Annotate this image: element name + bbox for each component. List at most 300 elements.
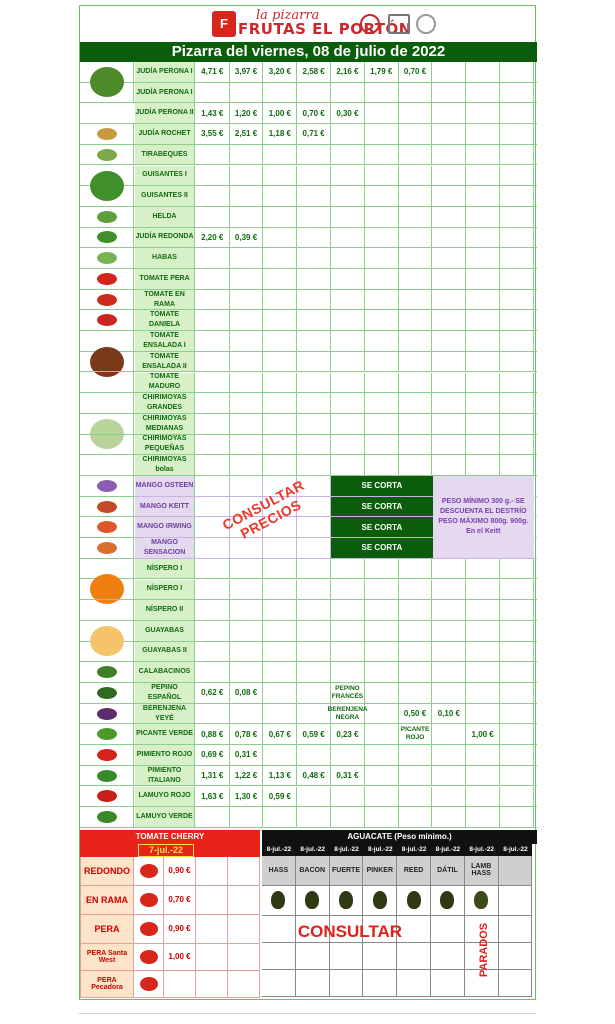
cherry-date: 7-jul.-22 <box>138 844 194 857</box>
price-cell <box>466 683 500 703</box>
price-cell: 0,70 € <box>399 62 433 82</box>
price-cell <box>297 373 331 393</box>
price-cell: PICANTE ROJO <box>399 724 433 744</box>
price-cell <box>433 248 467 268</box>
product-name: JUDÍA PERONA II <box>135 103 195 123</box>
price-cell <box>500 766 534 786</box>
table-row <box>80 600 537 621</box>
price-cell <box>365 290 399 310</box>
price-cell: 0,62 € <box>196 683 230 703</box>
price-cell <box>196 476 230 496</box>
price-cell <box>433 207 467 227</box>
price-cell <box>365 352 399 372</box>
price-cell <box>500 600 534 620</box>
price-cell <box>196 166 230 186</box>
product-name: NÍSPERO II <box>135 600 195 620</box>
price-cell <box>500 62 534 82</box>
price-cell <box>500 724 534 744</box>
price-cell <box>264 414 298 434</box>
aguacate-empty <box>499 943 533 970</box>
price-cell: 0,69 € <box>196 745 230 765</box>
price-cell <box>297 166 331 186</box>
price-cell <box>331 414 365 434</box>
price-cell <box>399 455 433 475</box>
price-cell <box>297 331 331 351</box>
table-row <box>80 393 537 414</box>
cherry-empty <box>228 971 260 998</box>
price-cell <box>331 310 365 330</box>
price-cell <box>196 662 230 682</box>
price-cell <box>466 269 500 289</box>
logo-text: FRUTAS EL PORTÓN <box>238 20 412 38</box>
se-corta-label: SE CORTA <box>331 476 432 496</box>
product-photo-icon <box>80 807 134 828</box>
product-photo-icon <box>80 517 134 538</box>
price-cell <box>297 352 331 372</box>
avocado-icon <box>296 886 330 916</box>
price-cell <box>500 807 534 827</box>
price-cell <box>297 207 331 227</box>
price-cell <box>264 145 298 165</box>
product-name: CHIRIMOYAS bolas <box>135 455 195 475</box>
table-row <box>80 83 537 104</box>
price-cell <box>466 455 500 475</box>
price-cell <box>433 269 467 289</box>
price-cell: 2,58 € <box>297 62 331 82</box>
price-cell <box>500 331 534 351</box>
price-cell <box>399 642 433 662</box>
price-cell <box>297 248 331 268</box>
price-cell <box>433 331 467 351</box>
price-cell <box>399 393 433 413</box>
price-cell <box>264 290 298 310</box>
price-cell <box>500 228 534 248</box>
price-cell: 1,18 € <box>264 124 298 144</box>
price-cell: 0,10 € <box>433 704 467 724</box>
price-cell <box>433 683 467 703</box>
price-cell <box>466 414 500 434</box>
product-photo-icon <box>80 228 134 249</box>
price-cell <box>331 642 365 662</box>
price-cell <box>297 414 331 434</box>
product-photo-icon <box>80 476 134 497</box>
price-cell <box>433 145 467 165</box>
price-cell <box>264 269 298 289</box>
price-cell <box>500 621 534 641</box>
cherry-empty <box>196 971 228 998</box>
table-row <box>80 745 537 766</box>
price-cell: 1,31 € <box>196 766 230 786</box>
price-cell <box>399 766 433 786</box>
aguacate-empty <box>431 916 465 943</box>
price-cell <box>196 455 230 475</box>
price-cell <box>230 166 264 186</box>
price-cell <box>331 600 365 620</box>
price-cell <box>297 580 331 600</box>
price-cell <box>500 559 534 579</box>
table-row <box>80 228 537 249</box>
product-name: JUDÍA PERONA I <box>135 83 195 103</box>
price-cell <box>399 290 433 310</box>
table-row <box>80 103 537 124</box>
cherry-header-fill <box>80 844 138 857</box>
product-name: TOMATE DANIELA <box>135 310 195 330</box>
price-cell <box>331 807 365 827</box>
price-cell: 0,48 € <box>297 766 331 786</box>
price-cell <box>399 745 433 765</box>
price-cell <box>365 393 399 413</box>
price-cell: 0,31 € <box>331 766 365 786</box>
price-cell <box>399 310 433 330</box>
price-cell <box>196 373 230 393</box>
price-cell <box>264 435 298 455</box>
price-cell <box>264 373 298 393</box>
price-cell <box>230 580 264 600</box>
price-cell: 2,51 € <box>230 124 264 144</box>
price-cell <box>196 435 230 455</box>
price-cell <box>365 724 399 744</box>
price-cell <box>433 186 467 206</box>
price-cell <box>500 352 534 372</box>
price-cell <box>264 455 298 475</box>
price-cell <box>466 207 500 227</box>
price-cell <box>433 435 467 455</box>
price-cell <box>297 145 331 165</box>
price-cell <box>331 787 365 807</box>
price-cell <box>331 745 365 765</box>
price-cell: BERENJENA NEGRA <box>331 704 365 724</box>
price-cell <box>331 248 365 268</box>
price-cell <box>297 807 331 827</box>
table-row <box>80 124 537 145</box>
price-cell <box>399 207 433 227</box>
price-cell: 0,23 € <box>331 724 365 744</box>
price-cell: 0,39 € <box>230 228 264 248</box>
price-cell <box>331 435 365 455</box>
se-corta-label: SE CORTA <box>331 538 432 558</box>
product-photo-icon <box>80 724 134 745</box>
aguacate-variety: REED <box>397 856 431 886</box>
price-cell <box>433 580 467 600</box>
cherry-header-fill <box>194 844 260 857</box>
table-row <box>80 807 537 828</box>
price-cell <box>399 662 433 682</box>
price-cell <box>500 704 534 724</box>
price-cell <box>196 145 230 165</box>
product-name: GUAYABAS II <box>135 642 195 662</box>
price-cell <box>433 228 467 248</box>
price-cell <box>433 745 467 765</box>
product-name: PIMIENTO ROJO <box>135 745 195 765</box>
price-cell <box>399 787 433 807</box>
price-cell <box>399 269 433 289</box>
price-cell <box>365 787 399 807</box>
price-cell <box>297 228 331 248</box>
product-name: HELDA <box>135 207 195 227</box>
price-cell <box>365 704 399 724</box>
price-cell <box>264 559 298 579</box>
price-cell <box>365 435 399 455</box>
price-cell <box>331 145 365 165</box>
se-corta-label: SE CORTA <box>331 497 432 517</box>
cherry-photo-icon <box>134 915 164 944</box>
price-cell <box>500 248 534 268</box>
consultar-stamp: CONSULTAR <box>297 921 403 941</box>
product-photo-icon <box>80 145 134 166</box>
price-cell <box>466 166 500 186</box>
price-cell <box>466 662 500 682</box>
product-photo-icon <box>80 290 134 311</box>
cherry-photo-icon <box>134 971 164 998</box>
price-cell <box>399 145 433 165</box>
price-cell <box>399 807 433 827</box>
table-row <box>80 145 537 166</box>
price-cell <box>331 269 365 289</box>
product-photo-icon <box>80 538 134 559</box>
price-cell <box>264 393 298 413</box>
price-cell <box>230 559 264 579</box>
price-cell <box>365 83 399 103</box>
price-cell <box>196 310 230 330</box>
price-cell <box>264 248 298 268</box>
price-cell <box>399 683 433 703</box>
aguacate-empty <box>330 943 364 970</box>
table-row <box>80 207 537 228</box>
price-cell <box>466 103 500 123</box>
price-cell <box>196 621 230 641</box>
product-name: CHIRIMOYAS MEDIANAS <box>135 414 195 434</box>
price-cell: 1,30 € <box>230 787 264 807</box>
quality-seal-icon <box>360 14 380 34</box>
price-cell <box>230 352 264 372</box>
price-cell <box>264 580 298 600</box>
price-cell <box>196 559 230 579</box>
price-cell <box>230 807 264 827</box>
price-cell <box>500 414 534 434</box>
price-cell <box>433 787 467 807</box>
product-name: JUDÍA PERONA I <box>135 62 195 82</box>
table-row <box>80 642 537 663</box>
price-cell <box>230 455 264 475</box>
price-cell <box>196 807 230 827</box>
price-cell <box>433 559 467 579</box>
price-cell <box>466 807 500 827</box>
product-photo-icon <box>80 766 134 787</box>
price-cell <box>230 83 264 103</box>
product-name: TOMATE PERA <box>135 269 195 289</box>
mango-note: PESO MÍNIMO 300 g.- SE DESCUENTA EL DESTRÍO PESO MÁXIMO 800g. 900g. En el Keitt <box>433 476 534 558</box>
product-name: CALABACINOS <box>135 662 195 682</box>
price-cell <box>500 787 534 807</box>
price-cell: 1,00 € <box>264 103 298 123</box>
product-name: JUDÍA ROCHET <box>135 124 195 144</box>
price-cell: 0,71 € <box>297 124 331 144</box>
table-row <box>80 248 537 269</box>
price-cell <box>500 83 534 103</box>
price-cell: 4,71 € <box>196 62 230 82</box>
cherry-item-name: REDONDO <box>80 857 134 886</box>
price-cell <box>500 393 534 413</box>
table-row <box>80 62 537 83</box>
product-name: MANGO KEITT <box>135 497 195 517</box>
price-cell <box>365 600 399 620</box>
price-cell <box>500 580 534 600</box>
price-cell <box>466 186 500 206</box>
table-row <box>80 787 537 808</box>
aguacate-variety: LAMB HASS <box>465 856 499 886</box>
price-cell <box>230 145 264 165</box>
price-cell <box>196 83 230 103</box>
aguacate-date: 8-jul.-22 <box>499 844 533 856</box>
logo-badge: F <box>212 11 236 37</box>
price-cell: 1,43 € <box>196 103 230 123</box>
price-cell: 2,20 € <box>196 228 230 248</box>
table-row <box>80 166 537 187</box>
cherry-empty <box>228 915 260 944</box>
product-photo-icon <box>80 683 134 704</box>
logo-tagline: la pizarra <box>256 8 320 23</box>
table-row <box>80 704 537 725</box>
price-cell <box>331 352 365 372</box>
table-row <box>80 766 537 787</box>
price-cell <box>500 642 534 662</box>
table-row <box>80 580 537 601</box>
price-cell <box>331 331 365 351</box>
cherry-empty <box>196 944 228 971</box>
price-cell: 1,22 € <box>230 766 264 786</box>
aguacate-variety: FUERTE <box>330 856 364 886</box>
price-cell <box>264 207 298 227</box>
price-cell <box>230 662 264 682</box>
price-cell <box>230 414 264 434</box>
price-cell <box>196 290 230 310</box>
price-cell <box>433 662 467 682</box>
price-cell <box>466 745 500 765</box>
table-row <box>80 621 537 642</box>
avocado-icon <box>363 886 397 916</box>
price-cell <box>331 83 365 103</box>
price-cell <box>230 269 264 289</box>
aguacate-date: 8-jul.-22 <box>465 844 499 856</box>
aguacate-empty <box>397 970 431 997</box>
price-cell <box>500 662 534 682</box>
price-cell: 3,55 € <box>196 124 230 144</box>
product-name: TIRABEQUES <box>135 145 195 165</box>
product-name: BERENJENA YEYÉ <box>135 704 195 724</box>
price-cell <box>466 248 500 268</box>
price-cell <box>365 207 399 227</box>
price-cell: 2,16 € <box>331 62 365 82</box>
price-cell: 1,00 € <box>466 724 500 744</box>
cherry-price: 0,90 € <box>164 915 196 944</box>
cherry-empty <box>228 886 260 915</box>
product-photo-icon <box>80 745 134 766</box>
cherry-price: 0,70 € <box>164 886 196 915</box>
price-cell <box>466 62 500 82</box>
header <box>80 6 537 42</box>
price-cell <box>399 559 433 579</box>
table-row <box>80 662 537 683</box>
price-cell <box>399 186 433 206</box>
cherry-item-name: PERA Santa West <box>80 944 134 971</box>
price-cell <box>331 621 365 641</box>
price-cell <box>297 704 331 724</box>
price-cell <box>365 331 399 351</box>
price-cell <box>500 145 534 165</box>
product-photo-icon <box>80 310 134 331</box>
price-cell <box>466 642 500 662</box>
price-cell: 0,78 € <box>230 724 264 744</box>
table-row <box>80 290 537 311</box>
product-name: NÍSPERO I <box>135 559 195 579</box>
price-cell <box>466 228 500 248</box>
price-cell <box>433 621 467 641</box>
price-cell <box>297 310 331 330</box>
price-cell <box>399 331 433 351</box>
cherry-title: TOMATE CHERRY <box>80 830 260 844</box>
price-cell <box>365 145 399 165</box>
price-cell <box>500 455 534 475</box>
table-row <box>80 683 537 704</box>
price-cell <box>399 352 433 372</box>
product-photo-icon <box>80 704 134 725</box>
price-cell <box>297 269 331 289</box>
price-cell <box>500 166 534 186</box>
cherry-empty <box>196 915 228 944</box>
price-cell <box>230 642 264 662</box>
price-cell <box>331 393 365 413</box>
price-cell <box>500 186 534 206</box>
price-cell <box>230 373 264 393</box>
product-name: GUAYABAS <box>135 621 195 641</box>
price-cell <box>466 373 500 393</box>
aguacate-title: AGUACATE (Peso mínimo.) <box>262 830 537 844</box>
cherry-empty <box>196 857 228 886</box>
price-cell <box>365 621 399 641</box>
price-cell <box>365 807 399 827</box>
aguacate-empty <box>296 970 330 997</box>
price-cell <box>500 745 534 765</box>
price-cell <box>365 186 399 206</box>
parados-stamp: PARADOS <box>477 922 490 977</box>
price-cell <box>433 455 467 475</box>
price-cell: 0,70 € <box>297 103 331 123</box>
price-cell <box>264 683 298 703</box>
cherry-empty <box>228 857 260 886</box>
aguacate-empty <box>499 970 533 997</box>
price-cell <box>196 186 230 206</box>
product-name: CHIRIMOYAS GRANDES <box>135 393 195 413</box>
price-cell <box>196 600 230 620</box>
cherry-photo-icon <box>134 944 164 971</box>
price-cell <box>433 310 467 330</box>
price-cell <box>365 310 399 330</box>
price-cell <box>399 600 433 620</box>
price-cell <box>365 662 399 682</box>
product-name: JUDÍA REDONDA <box>135 228 195 248</box>
price-cell <box>297 435 331 455</box>
price-cell <box>433 166 467 186</box>
price-cell <box>297 662 331 682</box>
price-cell <box>331 207 365 227</box>
price-cell <box>264 228 298 248</box>
price-cell: 0,08 € <box>230 683 264 703</box>
price-cell <box>365 559 399 579</box>
product-name: MANGO OSTEEN <box>135 476 195 496</box>
price-cell <box>466 600 500 620</box>
price-cell <box>196 580 230 600</box>
price-cell <box>196 414 230 434</box>
